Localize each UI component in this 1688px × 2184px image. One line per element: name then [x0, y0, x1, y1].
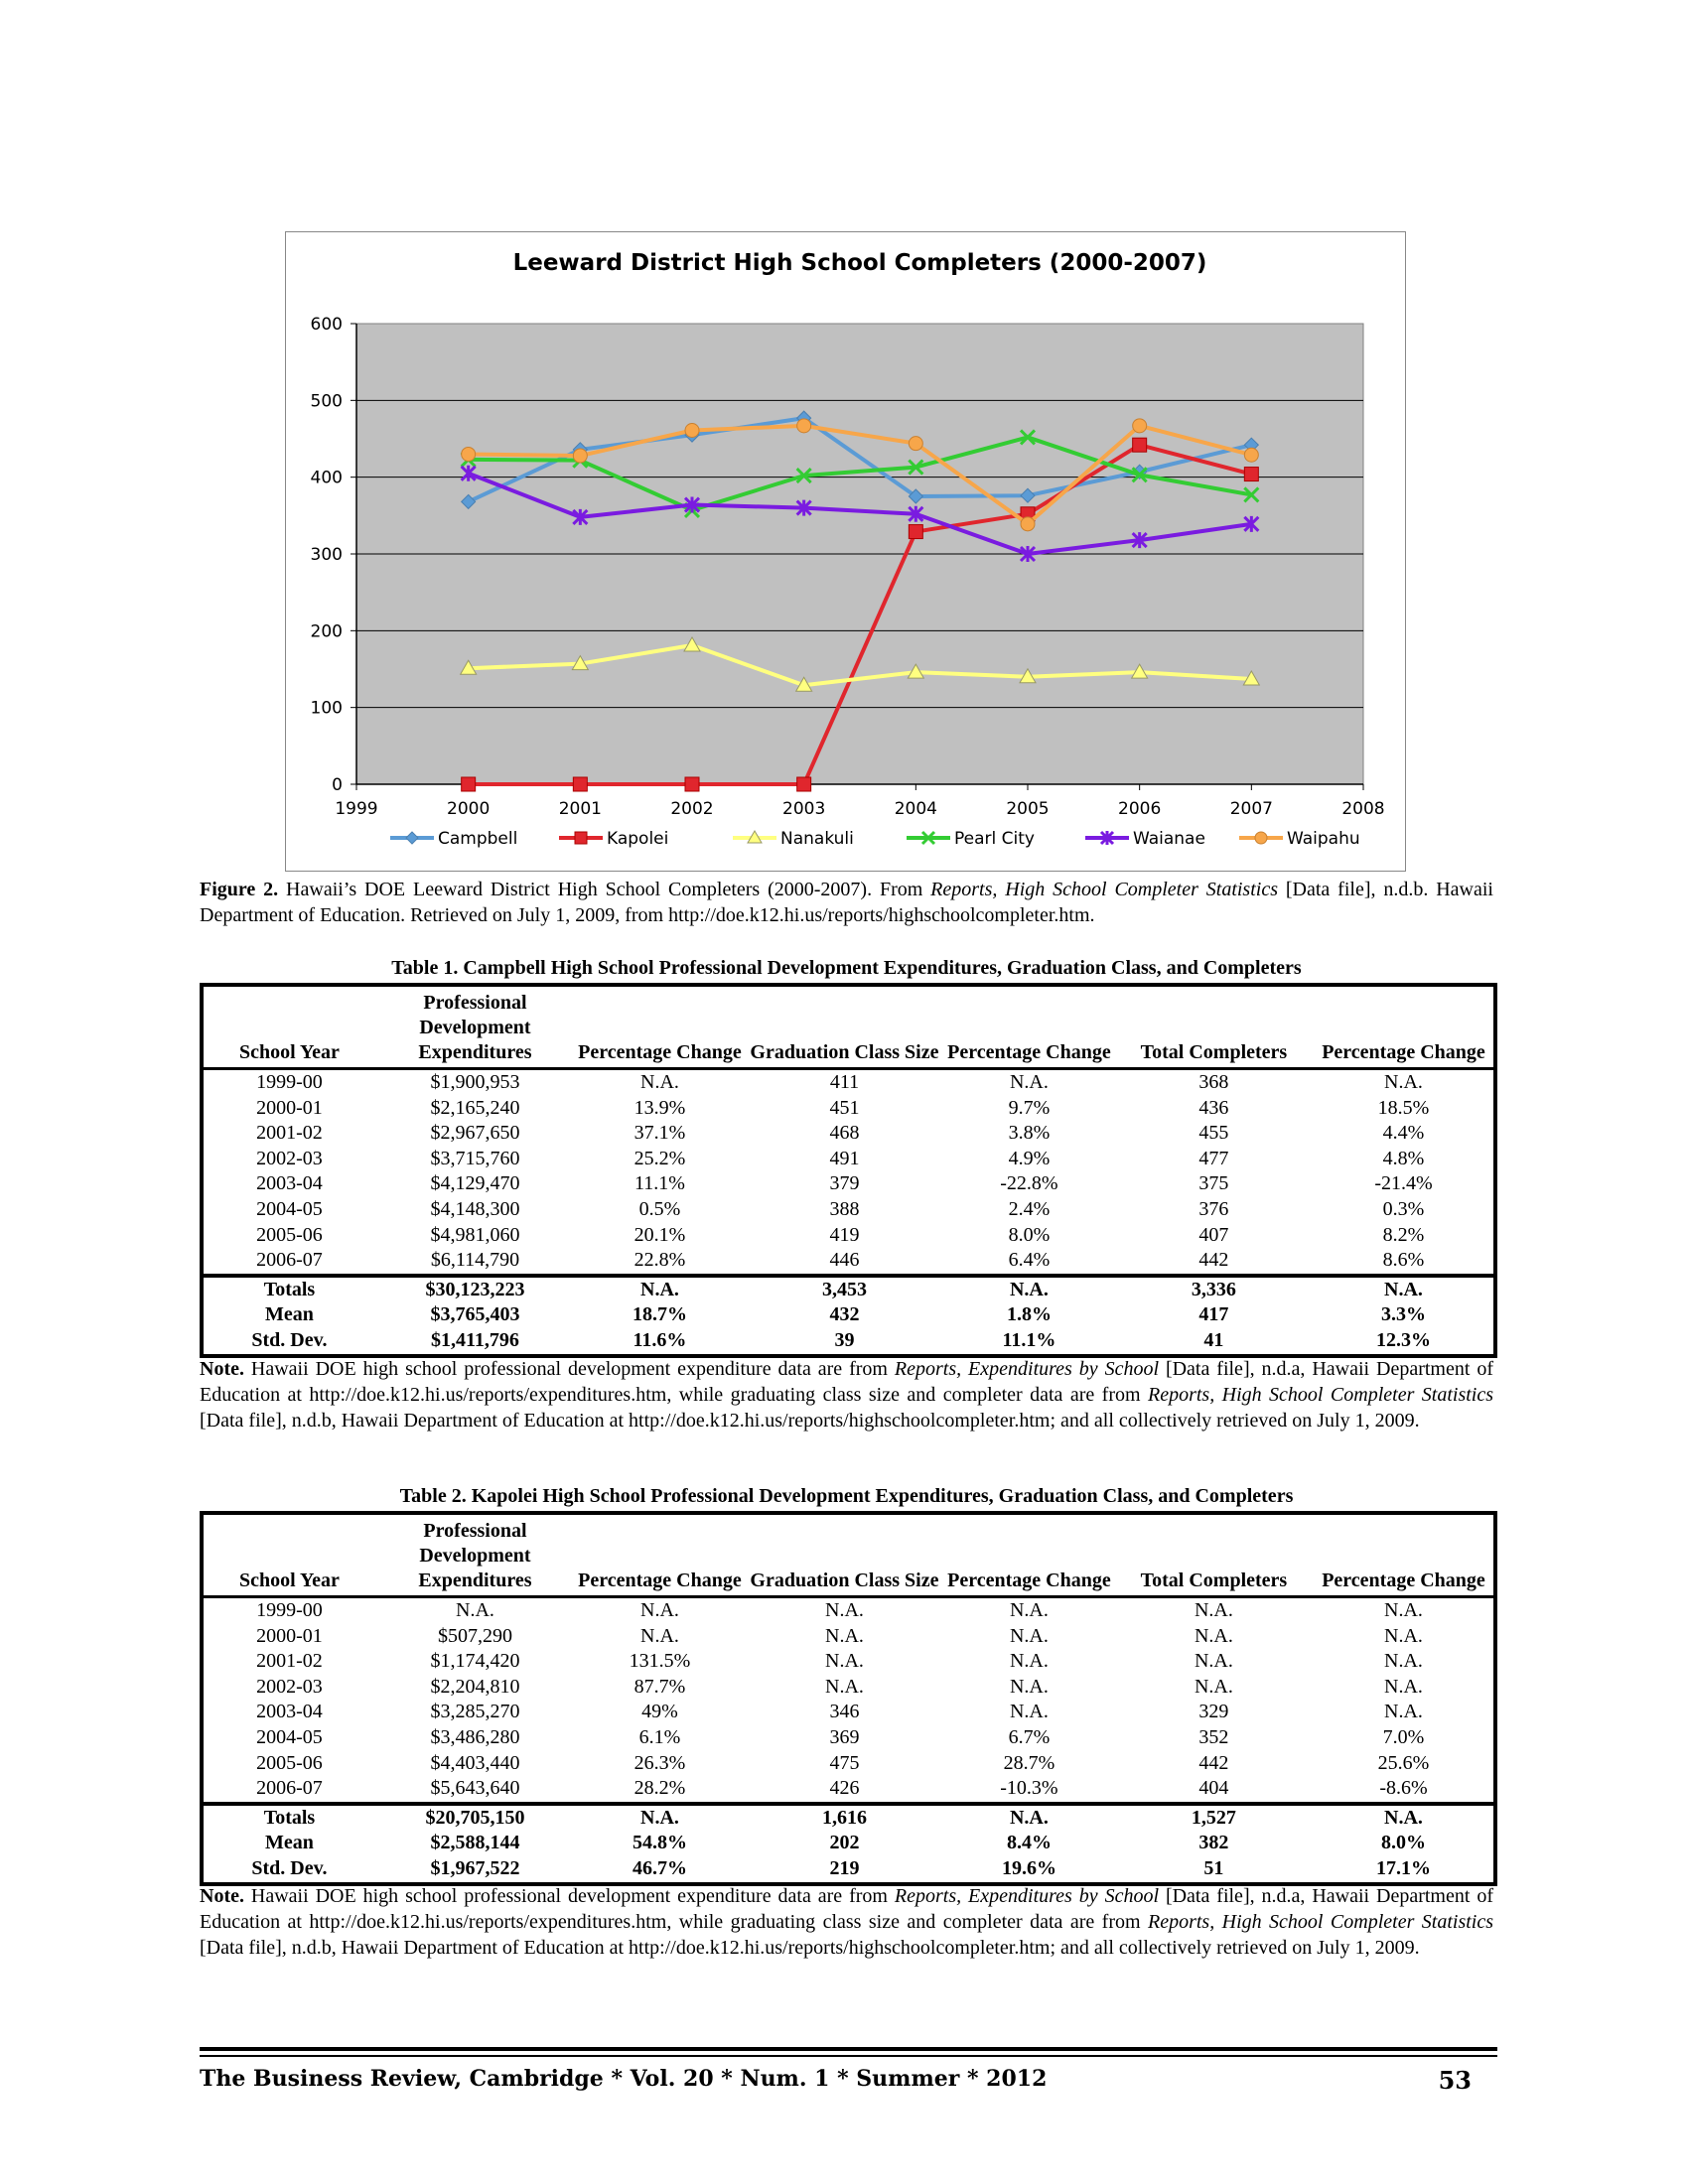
table-cell: 2004-05: [256, 1725, 323, 1748]
note-text-1: Hawaii DOE high school professional development expenditure data are from: [243, 1885, 895, 1907]
table-stat-row: [204, 1804, 1493, 1832]
table-1-note: [200, 1356, 1493, 1433]
table-cell: 3,336: [1114, 1276, 1314, 1303]
table-cell: N.A.: [1009, 1624, 1049, 1647]
x-tick-label: 2003: [782, 799, 826, 819]
table-cell: $5,643,640: [430, 1777, 520, 1800]
legend-label-pearl-city: Pearl City: [954, 829, 1035, 849]
table-cell: N.A.: [1384, 1650, 1423, 1673]
table-cell: 1.8%: [1006, 1303, 1052, 1326]
table-cell: 417: [1198, 1303, 1229, 1326]
note-source-2: Reports, High School Completer Statistics: [1147, 1384, 1494, 1406]
table-cell: N.A.: [825, 1675, 864, 1698]
table-cell: Mean: [265, 1303, 314, 1326]
table-cell: N.A.: [825, 1624, 864, 1647]
table-cell: $4,148,300: [430, 1197, 520, 1220]
table-cell: 17.1%: [1375, 1856, 1431, 1879]
data-point-waipahu: [909, 437, 922, 451]
data-point-kapolei: [1133, 438, 1147, 452]
table-cell: 18.7%: [632, 1303, 687, 1326]
legend-label-campbell: Campbell: [438, 829, 518, 849]
table-cell: N.A.: [1384, 1599, 1423, 1621]
table-cell: 407: [1198, 1223, 1229, 1246]
table-cell: Totals: [204, 1804, 375, 1832]
table-cell: $2,967,650: [430, 1122, 520, 1145]
data-point-waipahu: [685, 423, 699, 437]
data-point-waipahu: [1133, 419, 1147, 433]
table-cell: N.A.: [1009, 1675, 1049, 1698]
table-1-header-cell: Percentage Change: [575, 987, 745, 1069]
table-cell: 0.3%: [1382, 1197, 1425, 1220]
table-cell: 37.1%: [633, 1122, 686, 1145]
legend-marker-campbell: [406, 832, 418, 844]
table-cell: $4,981,060: [430, 1223, 520, 1246]
table-cell: 1,616: [745, 1804, 944, 1832]
table-cell: 49%: [641, 1701, 678, 1723]
table-cell: $4,403,440: [430, 1751, 520, 1774]
table-cell: $6,114,790: [430, 1249, 520, 1272]
table-cell: N.A.: [640, 1599, 679, 1621]
table-2-header-row: [204, 1515, 1493, 1597]
table-cell: 388: [829, 1197, 860, 1220]
table-row: [204, 1725, 1493, 1751]
table-cell: 2004-05: [256, 1197, 323, 1220]
table-cell: 375: [1198, 1172, 1229, 1195]
table-cell: N.A.: [1009, 1701, 1049, 1723]
table-cell: N.A.: [825, 1599, 864, 1621]
legend-label-kapolei: Kapolei: [607, 829, 669, 849]
data-point-kapolei: [909, 525, 922, 539]
table-cell: N.A.: [1314, 1276, 1493, 1303]
chart-frame: [285, 231, 1406, 872]
footer-rule: [200, 2047, 1497, 2051]
table-cell: 419: [829, 1223, 860, 1246]
table-cell: 8.0%: [1008, 1223, 1051, 1246]
table-cell: N.A.: [575, 1804, 745, 1832]
table-cell: 54.8%: [632, 1832, 687, 1854]
table-2: [200, 1511, 1497, 1886]
table-cell: 28.2%: [633, 1777, 686, 1800]
table-cell: 1,527: [1114, 1804, 1314, 1832]
table-cell: 411: [829, 1071, 860, 1093]
table-stat-row: [204, 1276, 1493, 1303]
y-tick-label: 200: [310, 621, 343, 642]
table-cell: N.A.: [1009, 1071, 1049, 1093]
table-cell: 11.6%: [633, 1328, 687, 1351]
table-cell: 2000-01: [256, 1624, 323, 1647]
table-cell: 491: [829, 1147, 860, 1169]
table-cell: -22.8%: [1000, 1172, 1058, 1195]
x-tick-label: 2007: [1229, 799, 1273, 819]
table-cell: N.A.: [1194, 1650, 1233, 1673]
table-2-title: Table 2. Kapolei High School Professional Development Expenditures, Graduation Class, and Completers: [399, 1485, 1294, 1507]
table-cell: $1,174,420: [430, 1650, 520, 1673]
table-cell: $1,967,522: [430, 1856, 520, 1879]
table-cell: -10.3%: [1000, 1777, 1058, 1800]
table-cell: Mean: [265, 1832, 314, 1854]
figure-label: Figure 2.: [200, 879, 279, 900]
table-cell: 329: [1198, 1701, 1229, 1723]
table-1-header-cell: Total Completers: [1114, 987, 1314, 1069]
table-cell: $1,900,953: [430, 1071, 520, 1093]
table-cell: 451: [829, 1096, 860, 1119]
table-2-header-cell: Total Completers: [1114, 1515, 1314, 1597]
table-cell: 28.7%: [1003, 1751, 1055, 1774]
data-point-kapolei: [685, 777, 699, 791]
table-cell: Totals: [204, 1276, 375, 1303]
table-row: [204, 1597, 1493, 1624]
figure-source-title: Reports, High School Completer Statistics: [930, 879, 1278, 900]
table-1-header-row: [204, 987, 1493, 1069]
note-source-1: Reports, Expenditures by School: [894, 1358, 1160, 1380]
table-cell: 404: [1198, 1777, 1229, 1800]
x-tick-label: 2004: [894, 799, 937, 819]
table-cell: Std. Dev.: [251, 1856, 328, 1879]
note-text-3: [Data file], n.d.b, Hawaii Department of Education at http://doe.k12.hi.us/reports/highschoolcompleter.htm; and all collectively retrieved on July 1, 2009.: [200, 1410, 1420, 1432]
table-cell: 8.4%: [1006, 1832, 1052, 1854]
table-row: [204, 1751, 1493, 1777]
table-cell: 442: [1198, 1751, 1229, 1774]
table-1-header-cell: Professional Development Expenditures: [375, 987, 575, 1069]
note-label: Note.: [200, 1358, 244, 1380]
table-cell: 368: [1198, 1071, 1229, 1093]
table-row: [204, 1248, 1493, 1276]
table-cell: 2005-06: [256, 1751, 323, 1774]
table-cell: 442: [1198, 1249, 1229, 1272]
table-cell: 41: [1203, 1328, 1224, 1351]
table-cell: 436: [1198, 1096, 1229, 1119]
legend-marker-kapolei: [575, 832, 587, 844]
figure-caption: [200, 877, 1493, 928]
table-1-header-cell: Percentage Change: [1314, 987, 1493, 1069]
note-text-2: [Data file], n.d.a, Hawaii Department of Education at http://doe.k12.hi.us/reports/expenditures.htm, while graduating class size and completer data are from: [200, 1358, 1494, 1406]
table-row: [204, 1121, 1493, 1147]
table-cell: 87.7%: [633, 1675, 686, 1698]
table-row: [204, 1147, 1493, 1172]
table-cell: 2001-02: [256, 1650, 323, 1673]
table-cell: N.A.: [1384, 1624, 1423, 1647]
journal-footer: The Business Review, Cambridge * Vol. 20 * Num. 1 * Summer * 2012: [200, 2066, 1048, 2092]
table-stat-row: [204, 1831, 1493, 1856]
table-cell: 0.5%: [638, 1197, 681, 1220]
table-2-body: [204, 1597, 1493, 1882]
table-1-header-cell: Percentage Change: [944, 987, 1114, 1069]
table-1: [200, 983, 1497, 1358]
table-cell: 2.4%: [1008, 1197, 1051, 1220]
legend-marker-waipahu: [1255, 832, 1267, 844]
table-cell: 2005-06: [256, 1223, 323, 1246]
table-cell: 379: [829, 1172, 860, 1195]
table-cell: $3,486,280: [430, 1725, 520, 1748]
note-source-2: Reports, High School Completer Statistics: [1147, 1911, 1494, 1933]
table-cell: N.A.: [825, 1650, 864, 1673]
table-cell: 376: [1198, 1197, 1229, 1220]
table-cell: $1,411,796: [431, 1328, 519, 1351]
data-point-waipahu: [573, 449, 587, 463]
table-cell: 432: [829, 1303, 860, 1326]
table-row: [204, 1776, 1493, 1804]
table-cell: 4.8%: [1382, 1147, 1425, 1169]
table-1-header-cell: School Year: [204, 987, 375, 1069]
table-cell: $2,204,810: [430, 1675, 520, 1698]
table-cell: 2003-04: [256, 1172, 323, 1195]
table-cell: 426: [829, 1777, 860, 1800]
table-2-header-cell: Graduation Class Size: [745, 1515, 944, 1597]
table-cell: 18.5%: [1377, 1096, 1430, 1119]
table-cell: 475: [829, 1751, 860, 1774]
table-cell: 382: [1198, 1832, 1229, 1854]
table-cell: 352: [1198, 1725, 1229, 1748]
y-tick-label: 600: [310, 315, 343, 335]
table-cell: 455: [1198, 1122, 1229, 1145]
data-point-waipahu: [1244, 448, 1258, 462]
y-tick-label: 400: [310, 468, 343, 488]
data-point-waipahu: [797, 419, 811, 433]
table-cell: 2006-07: [256, 1249, 323, 1272]
table-cell: 468: [829, 1122, 860, 1145]
note-label: Note.: [200, 1885, 244, 1907]
x-tick-label: 2006: [1118, 799, 1162, 819]
table-cell: N.A.: [944, 1804, 1114, 1832]
table-cell: 25.2%: [633, 1147, 686, 1169]
table-cell: 2001-02: [256, 1122, 323, 1145]
table-cell: 26.3%: [633, 1751, 686, 1774]
note-text-3: [Data file], n.d.b, Hawaii Department of Education at http://doe.k12.hi.us/reports/highschoolcompleter.htm; and all collectively retrieved on July 1, 2009.: [200, 1937, 1420, 1959]
table-cell: $507,290: [437, 1624, 512, 1647]
table-cell: $4,129,470: [430, 1172, 520, 1195]
x-tick-label: 1999: [335, 799, 378, 819]
x-tick-label: 2000: [447, 799, 491, 819]
table-cell: N.A.: [944, 1276, 1114, 1303]
table-cell: $2,165,240: [430, 1096, 520, 1119]
table-2-header-cell: School Year: [204, 1515, 375, 1597]
table-cell: N.A.: [1314, 1804, 1493, 1832]
table-cell: 3.8%: [1008, 1122, 1051, 1145]
table-cell: 7.0%: [1382, 1725, 1425, 1748]
table-cell: $3,285,270: [430, 1701, 520, 1723]
table-cell: N.A.: [1384, 1701, 1423, 1723]
table-cell: 219: [829, 1856, 860, 1879]
table-cell: N.A.: [1384, 1071, 1423, 1093]
figure-caption-text-1: Hawaii’s DOE Leeward District High School Completers (2000-2007). From: [278, 879, 931, 900]
data-point-kapolei: [797, 777, 811, 791]
table-cell: 2000-01: [256, 1096, 323, 1119]
line-chart: [286, 232, 1405, 871]
table-cell: $2,588,144: [430, 1832, 520, 1854]
data-point-waipahu: [1021, 517, 1035, 531]
table-cell: 446: [829, 1249, 860, 1272]
table-cell: 46.7%: [632, 1856, 687, 1879]
x-tick-label: 2008: [1341, 799, 1385, 819]
table-2-note: [200, 1883, 1493, 1961]
table-row: [204, 1649, 1493, 1675]
table-cell: 12.3%: [1375, 1328, 1431, 1351]
x-tick-label: 2005: [1006, 799, 1050, 819]
data-point-kapolei: [573, 777, 587, 791]
table-cell: N.A.: [1009, 1599, 1049, 1621]
table-cell: N.A.: [1194, 1624, 1233, 1647]
table-cell: 3,453: [745, 1276, 944, 1303]
table-cell: Std. Dev.: [251, 1328, 328, 1351]
table-cell: $20,705,150: [375, 1804, 575, 1832]
table-2-header-cell: Professional Development Expenditures: [375, 1515, 575, 1597]
table-cell: 25.6%: [1377, 1751, 1430, 1774]
table-cell: N.A.: [1384, 1675, 1423, 1698]
legend-label-waipahu: Waipahu: [1287, 829, 1360, 849]
table-1-title: Table 1. Campbell High School Professional Development Expenditures, Graduation Class, and Completers: [391, 957, 1302, 979]
table-cell: 19.6%: [1001, 1856, 1056, 1879]
table-cell: 8.6%: [1382, 1249, 1425, 1272]
table-cell: -21.4%: [1374, 1172, 1433, 1195]
table-row: [204, 1096, 1493, 1122]
table-cell: 2002-03: [256, 1675, 323, 1698]
table-cell: 202: [829, 1832, 860, 1854]
table-cell: 39: [834, 1328, 855, 1351]
table-cell: 2002-03: [256, 1147, 323, 1169]
data-point-kapolei: [462, 777, 476, 791]
table-cell: 3.3%: [1380, 1303, 1426, 1326]
table-cell: N.A.: [1194, 1599, 1233, 1621]
table-cell: 22.8%: [633, 1249, 686, 1272]
table-cell: 477: [1198, 1147, 1229, 1169]
x-tick-label: 2001: [558, 799, 602, 819]
table-2-header-cell: Percentage Change: [1314, 1515, 1493, 1597]
table-cell: $3,765,403: [430, 1303, 520, 1326]
table-1-header-cell: Graduation Class Size: [745, 987, 944, 1069]
legend-label-waianae: Waianae: [1133, 829, 1205, 849]
table-cell: N.A.: [1194, 1675, 1233, 1698]
note-source-1: Reports, Expenditures by School: [894, 1885, 1160, 1907]
table-1-body: [204, 1069, 1493, 1354]
table-cell: 11.1%: [1002, 1328, 1056, 1351]
table-cell: 346: [829, 1701, 860, 1723]
y-tick-label: 500: [310, 391, 343, 412]
table-stat-row: [204, 1856, 1493, 1882]
data-point-kapolei: [1244, 468, 1258, 481]
table-cell: 4.4%: [1382, 1122, 1425, 1145]
table-cell: 2003-04: [256, 1701, 323, 1723]
note-text-2: [Data file], n.d.a, Hawaii Department of Education at http://doe.k12.hi.us/reports/expenditures.htm, while graduating class size and completer data are from: [200, 1885, 1494, 1933]
table-cell: N.A.: [456, 1599, 494, 1621]
table-cell: $30,123,223: [375, 1276, 575, 1303]
table-cell: N.A.: [640, 1071, 679, 1093]
chart-title: Leeward District High School Completers (2000-2007): [512, 250, 1207, 276]
table-cell: N.A.: [1009, 1650, 1049, 1673]
table-cell: 1999-00: [256, 1599, 323, 1621]
table-stat-row: [204, 1328, 1493, 1354]
table-row: [204, 1675, 1493, 1701]
y-tick-label: 0: [332, 775, 343, 795]
table-row: [204, 1069, 1493, 1096]
footer-rule: [200, 2055, 1497, 2057]
table-cell: 6.4%: [1008, 1249, 1051, 1272]
table-2-header-cell: Percentage Change: [944, 1515, 1114, 1597]
table-cell: 6.1%: [638, 1725, 681, 1748]
table-cell: N.A.: [575, 1276, 745, 1303]
data-point-waipahu: [462, 447, 476, 461]
table-cell: -8.6%: [1379, 1777, 1428, 1800]
table-cell: $3,715,760: [430, 1147, 520, 1169]
figure-caption-text-2: [Data file], n.d.b. Hawaii Department of Education. Retrieved on July 1, 2009, from http://doe.k12.hi.us/reports/highschoolcompleter.htm.: [200, 879, 1493, 926]
table-row: [204, 1700, 1493, 1725]
table-cell: 2006-07: [256, 1777, 323, 1800]
page-number: 53: [1438, 2066, 1472, 2095]
table-cell: 51: [1203, 1856, 1224, 1879]
table-cell: 6.7%: [1008, 1725, 1051, 1748]
table-row: [204, 1197, 1493, 1223]
y-tick-label: 100: [310, 698, 343, 719]
x-tick-label: 2002: [670, 799, 714, 819]
table-cell: 8.2%: [1382, 1223, 1425, 1246]
table-cell: 4.9%: [1008, 1147, 1051, 1169]
table-cell: 8.0%: [1380, 1832, 1426, 1854]
table-cell: 13.9%: [633, 1096, 686, 1119]
legend-label-nanakuli: Nanakuli: [780, 829, 854, 849]
table-row: [204, 1223, 1493, 1249]
table-cell: 11.1%: [633, 1172, 685, 1195]
table-row: [204, 1624, 1493, 1650]
table-2-header-cell: Percentage Change: [575, 1515, 745, 1597]
table-stat-row: [204, 1302, 1493, 1328]
table-cell: 131.5%: [629, 1650, 691, 1673]
table-cell: N.A.: [640, 1624, 679, 1647]
table-cell: 9.7%: [1008, 1096, 1051, 1119]
table-row: [204, 1171, 1493, 1197]
table-cell: 20.1%: [633, 1223, 686, 1246]
table-cell: 369: [829, 1725, 860, 1748]
note-text-1: Hawaii DOE high school professional development expenditure data are from: [243, 1358, 895, 1380]
y-tick-label: 300: [310, 545, 343, 565]
table-cell: 1999-00: [256, 1071, 323, 1093]
